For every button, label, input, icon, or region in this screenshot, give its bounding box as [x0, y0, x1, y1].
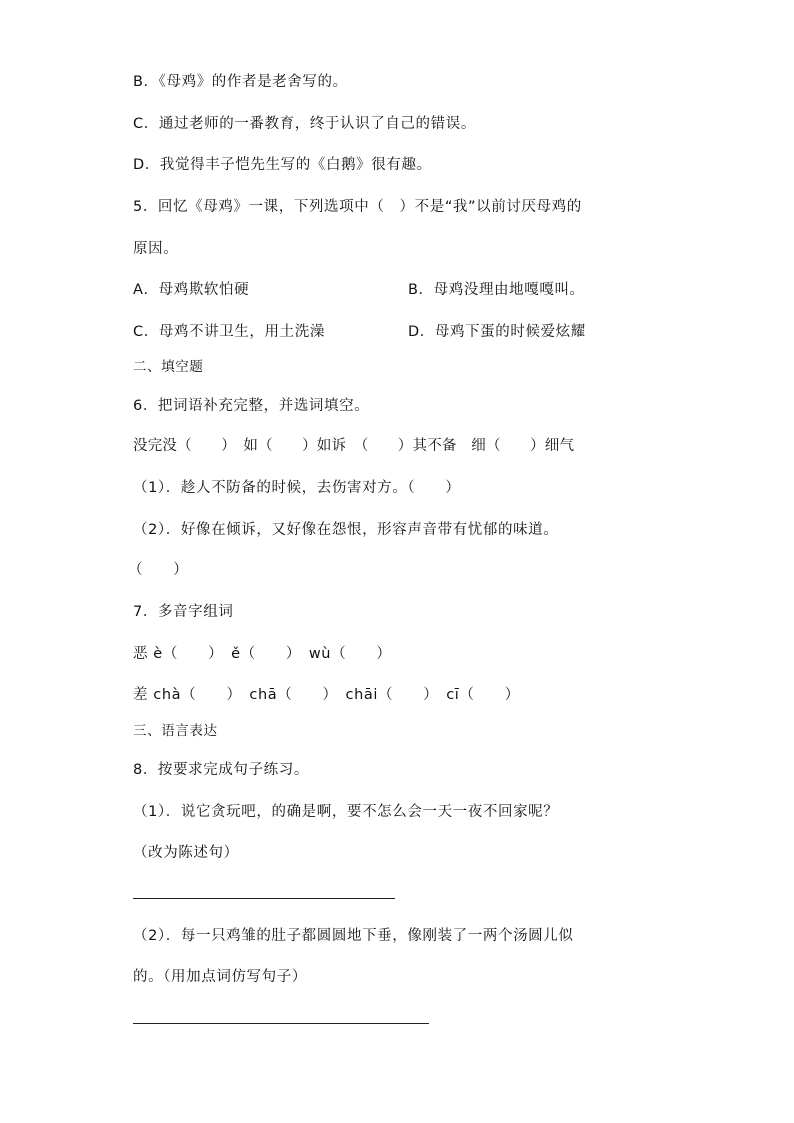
q8-sub2-line1: （2）．每一只鸡雏的肚子都圆圆地下垂，像刚装了一两个汤圆儿似 [133, 928, 574, 944]
q8-sub1-instruction: （改为陈述句） [133, 845, 239, 861]
q7-row-e: 恶 è（ ） ě（ ） wù（ ） [133, 646, 392, 662]
section-title-fill-in: 二、填空题 [133, 359, 204, 375]
q8-stem: 8．按要求完成句子练习。 [133, 762, 309, 778]
q5-option-b: B．母鸡没理由地嘎嘎叫。 [408, 282, 585, 298]
q4-option-d: D．我觉得丰子恺先生写的《白鹅》很有趣。 [133, 157, 432, 173]
q5-option-c: C．母鸡不讲卫生，用土洗澡 [133, 324, 325, 340]
q5-option-d: D．母鸡下蛋的时候爱炫耀 [408, 324, 586, 340]
q4-option-b: B．《母鸡》的作者是老舍写的。 [133, 74, 348, 90]
q8-sub2-answer-line [133, 1023, 429, 1024]
q7-row-cha: 差 chà（ ） chā（ ） chāi（ ） cī（ ） [133, 687, 520, 703]
q6-sub1: （1）．趁人不防备的时候，去伤害对方。（ ） [133, 480, 461, 496]
q5-stem-line1: 5．回忆《母鸡》一课，下列选项中（ ）不是“我”以前讨厌母鸡的 [133, 199, 582, 215]
q6-stem: 6．把词语补充完整，并选词填空。 [133, 398, 370, 414]
q8-sub2-line2: 的。（用加点词仿写句子） [133, 969, 307, 985]
q4-option-c: C．通过老师的一番教育，终于认识了自己的错误。 [133, 116, 476, 132]
q5-option-a: A．母鸡欺软怕硬 [133, 282, 250, 298]
q5-stem-line2: 原因。 [133, 241, 179, 257]
section-title-language-expression: 三、语言表达 [133, 723, 218, 739]
q6-sub2-answer-blank: （ ） [128, 562, 189, 578]
q6-word-blanks: 没完没（ ） 如（ ）如诉 （ ）其不备 细（ ）细气 [133, 438, 575, 454]
q7-stem: 7．多音字组词 [133, 604, 234, 620]
q8-sub1: （1）．说它贪玩吧，的确是啊，要不怎么会一天一夜不回家呢？ [133, 804, 559, 820]
q6-sub2: （2）．好像在倾诉，又好像在怨恨，形容声音带有忧郁的味道。 [133, 522, 559, 538]
q8-sub1-answer-line [133, 898, 395, 899]
